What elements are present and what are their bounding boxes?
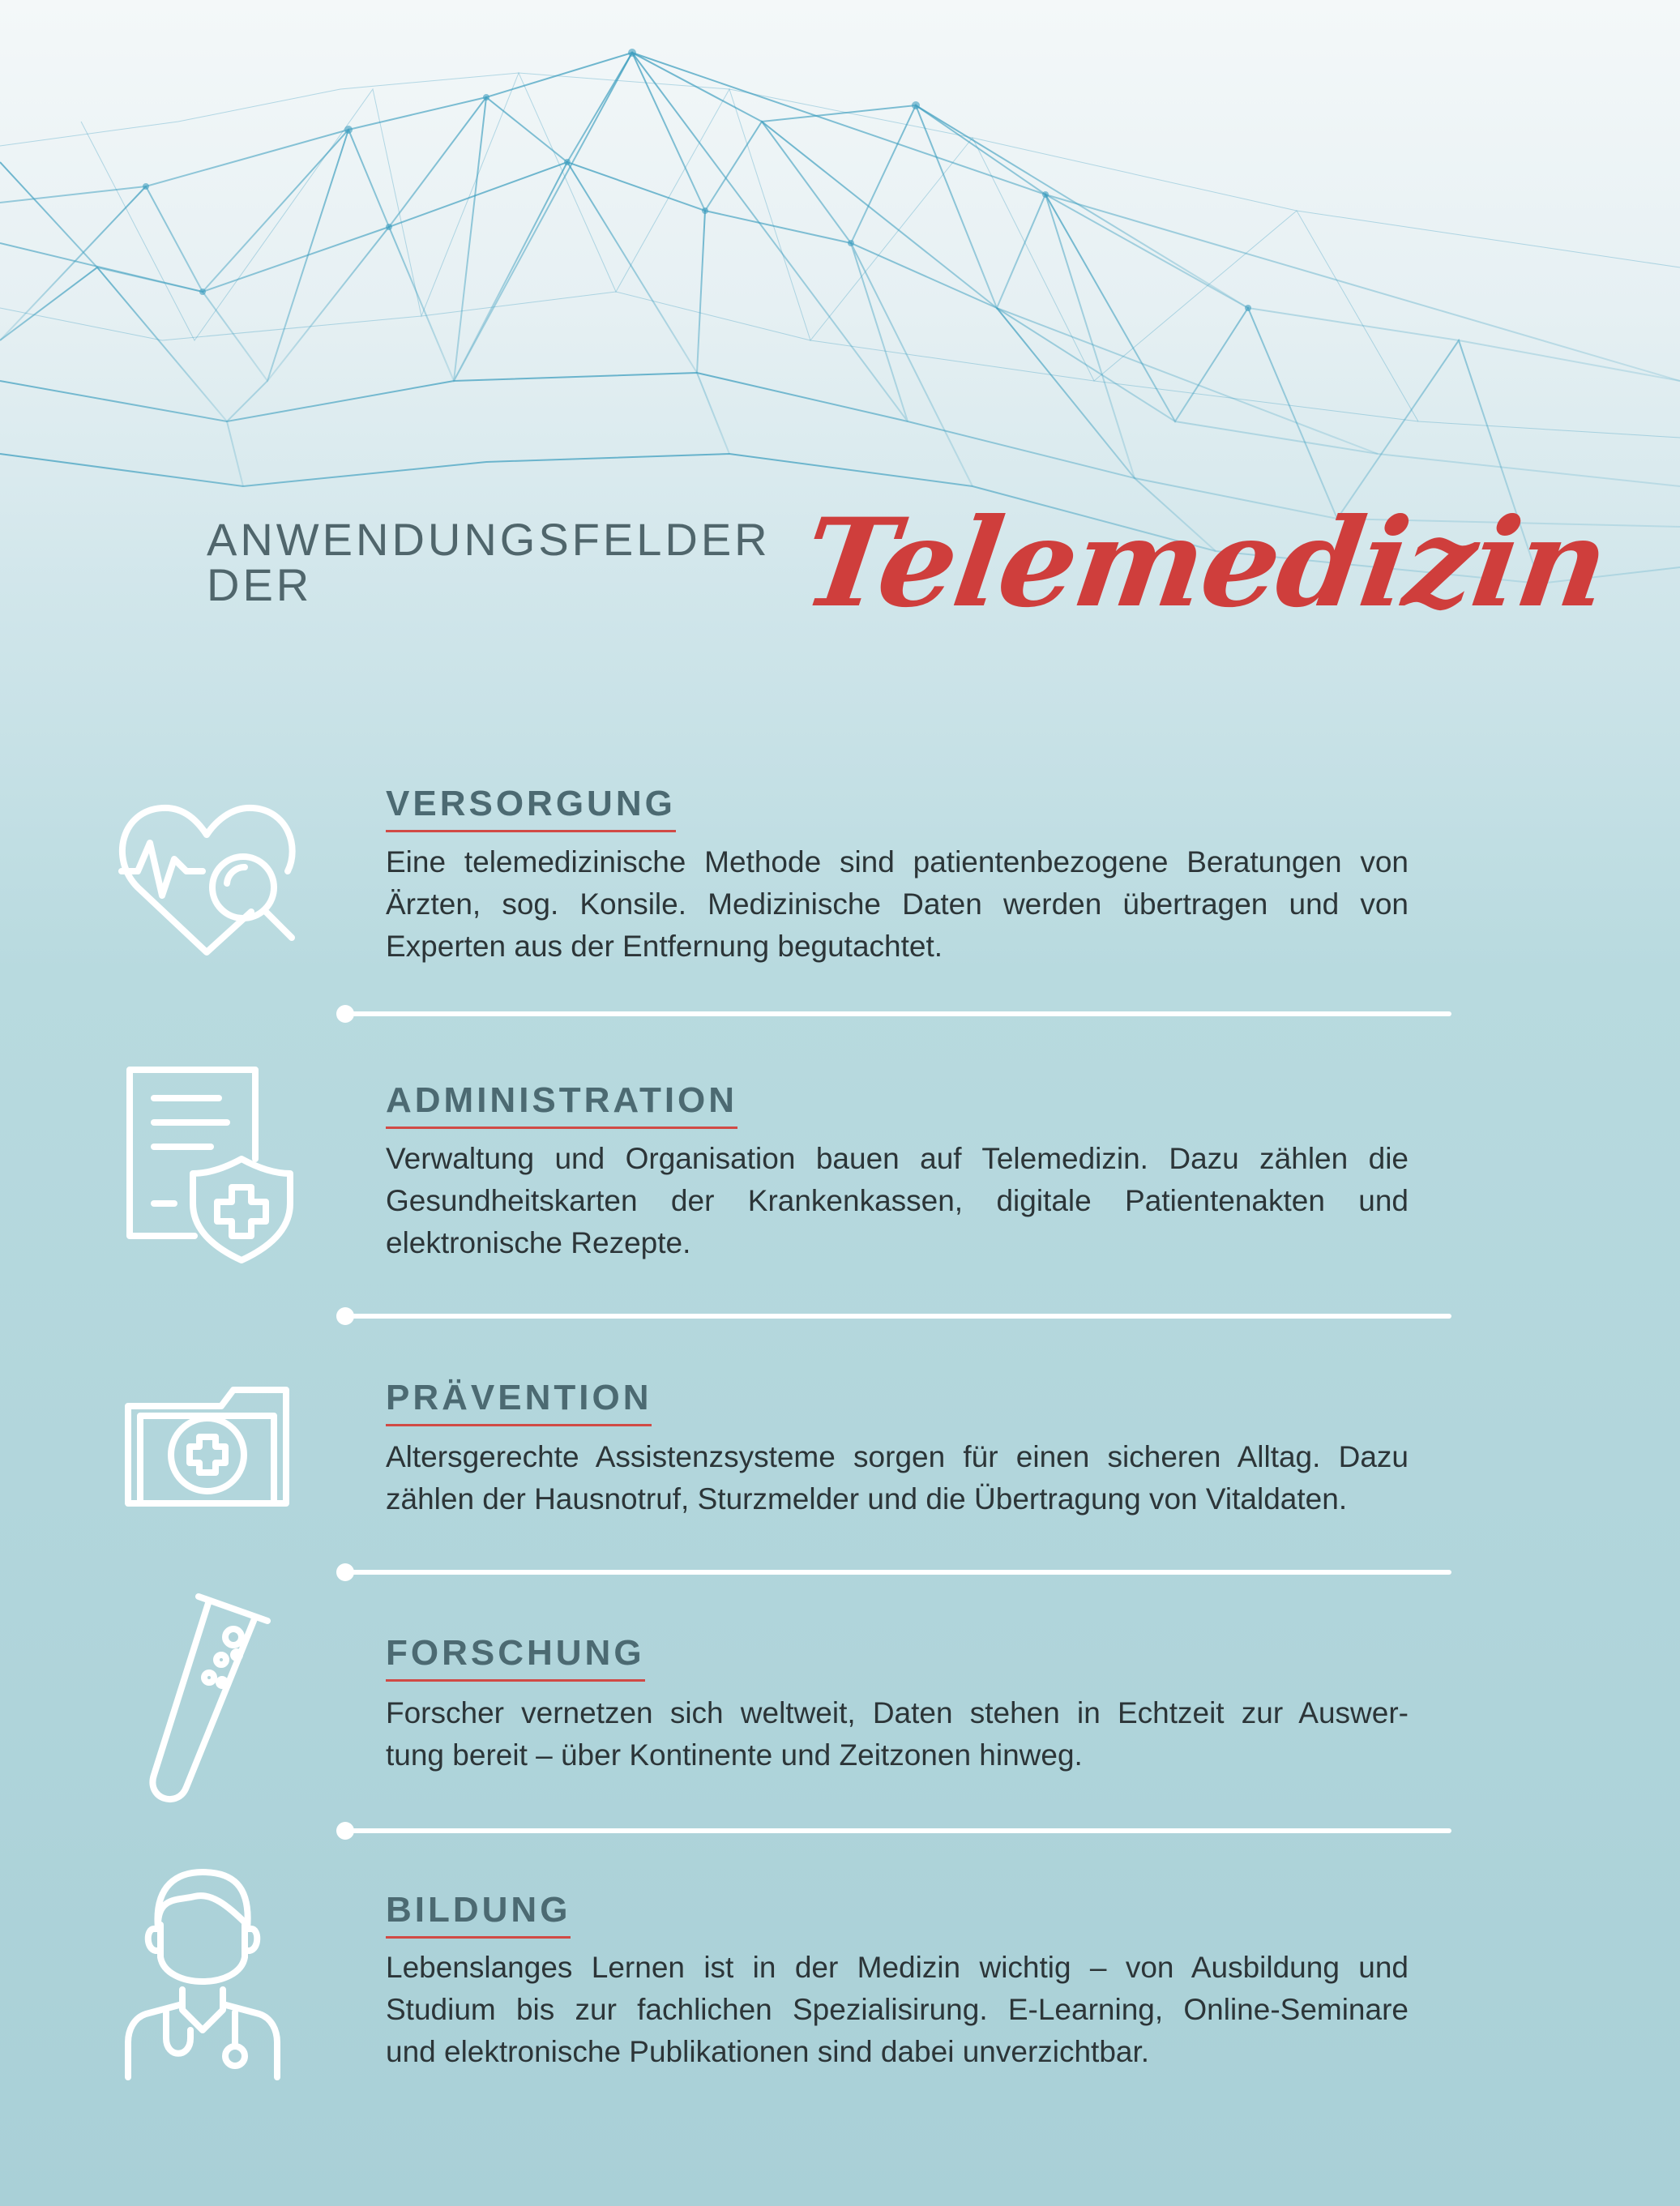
divider-line — [345, 1570, 1451, 1575]
text-line: Lebenslanges Lernen ist in der Medizin wichtig – von Ausbildung und — [386, 1951, 1409, 1984]
text-line: und elektronische Publikationen sind dabei unverzichtbar. — [386, 2035, 1150, 2068]
section-heading: FORSCHUNG — [386, 1635, 645, 1682]
medical-folder-icon — [120, 1382, 294, 1511]
section-divider — [336, 1822, 1451, 1840]
section-text — [386, 841, 1409, 968]
divider-line — [345, 1828, 1451, 1833]
text-line: Forscher vernetzen sich weltweit, Daten stehen in Echtzeit zur Auswer- — [386, 1696, 1409, 1729]
text-line: zählen der Hausnotruf, Sturzmelder und die Übertragung von Vitaldaten. — [386, 1482, 1348, 1516]
doctor-icon — [122, 1868, 284, 2083]
text-line: Studium bis zur fachlichen Spezialisirung. E-Learning, Online-Seminare — [386, 1993, 1409, 2026]
text-line: Experten aus der Entfernung begutachtet. — [386, 930, 943, 963]
text-line: Eine telemedizinische Methode sind patientenbezogene Beratungen von — [386, 845, 1409, 879]
section-heading: BILDUNG — [386, 1892, 571, 1939]
page-title — [207, 486, 1615, 648]
document-shield-icon — [122, 1062, 296, 1264]
title-highlight: Telemedizin — [794, 492, 1615, 635]
text-line: Verwaltung und Organisation bauen auf Telemedizin. Dazu zählen die — [386, 1142, 1409, 1175]
section-divider — [336, 1307, 1451, 1325]
test-tube-icon — [138, 1580, 276, 1811]
section-divider — [336, 1563, 1451, 1581]
section-heading: ADMINISTRATION — [386, 1083, 737, 1129]
divider-line — [345, 1314, 1451, 1319]
text-line: Gesundheitskarten der Krankenkassen, digitale Patientenakten und — [386, 1184, 1409, 1217]
section-text — [386, 1436, 1409, 1520]
text-line: elektronische Rezepte. — [386, 1226, 691, 1259]
text-line: Ärzten, sog. Konsile. Medizinische Daten werden übertragen und von — [386, 887, 1409, 921]
section-divider — [336, 1005, 1451, 1023]
section-heading: VERSORGUNG — [386, 786, 676, 832]
divider-line — [345, 1011, 1451, 1016]
text-line: Altersgerechte Assistenzsysteme sorgen für einen sicheren Alltag. Dazu — [386, 1440, 1409, 1473]
section-heading: PRÄVENTION — [386, 1380, 652, 1426]
section-text — [386, 1138, 1409, 1264]
text-line: tung bereit – über Kontinente und Zeitzonen hinweg. — [386, 1738, 1083, 1772]
title-prefix: ANWENDUNGSFELDER DER — [207, 514, 771, 610]
section-text — [386, 1947, 1409, 2073]
heart-search-icon — [113, 798, 300, 960]
section-text — [386, 1692, 1409, 1776]
